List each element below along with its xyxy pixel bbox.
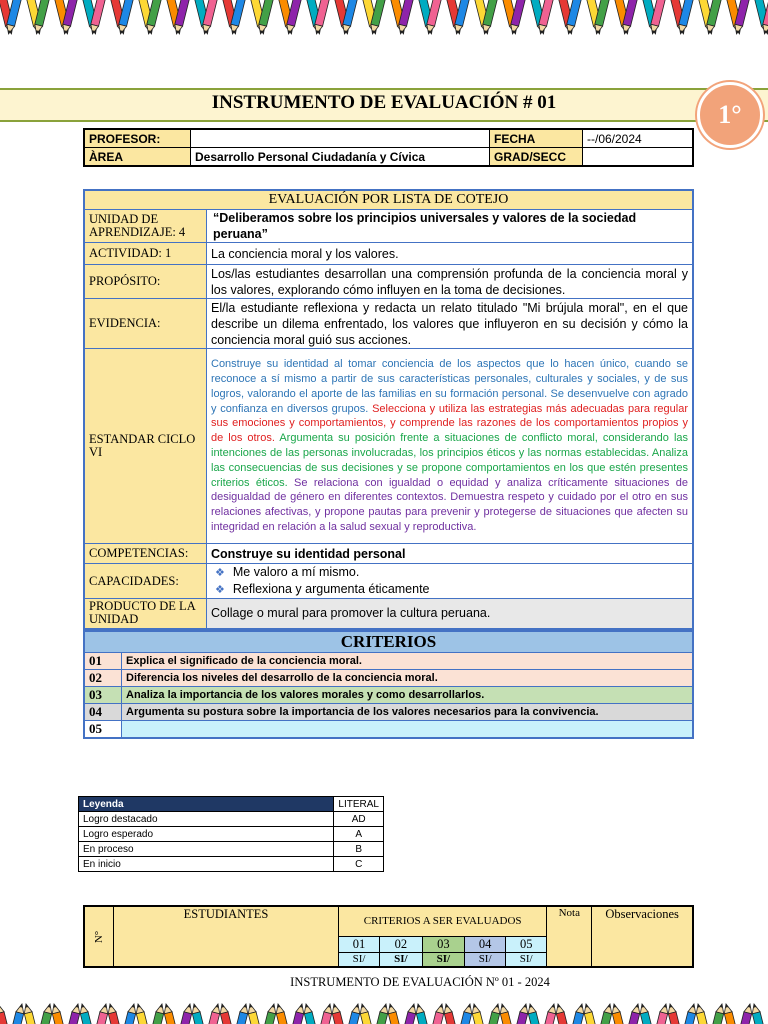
profesor-label: PROFESOR:: [84, 129, 191, 148]
pencil-icon: [722, 1003, 737, 1024]
criterio-text: Explica el significado de la conciencia moral.: [122, 653, 694, 670]
criterio-text: Analiza la importancia de los valores morales y como desarrollarlos.: [122, 687, 694, 704]
proposito-value: Los/las estudiantes desarrollan una comprensión profunda de la conciencia moral y los valores, explorando cómo influyen en la toma de decisiones.: [207, 265, 694, 299]
estandar-text: [207, 349, 694, 544]
pencil-icon: [319, 1003, 334, 1024]
criterio-row: [84, 687, 693, 704]
pencil-icon: [179, 1003, 194, 1024]
profesor-field[interactable]: [191, 129, 490, 148]
estandar-blue: Construye su identidad al tomar conciencia de los aspectos que lo hacen único, cuando se reconoce a sí mismo a partir de sus características personales, culturales y sociales, y de sus logros, valorando el aporte de las familias en su formación personal. Se desenvuelve con agrado y confianza en diversos grupos.: [211, 358, 688, 415]
pencil-icon: [375, 1003, 390, 1024]
pencil-icon: [123, 1003, 138, 1024]
pencil-icon: [459, 1003, 474, 1024]
cotejo-table: [83, 189, 694, 630]
pencil-border-bottom: [0, 994, 768, 1024]
students-header: ESTUDIANTES: [114, 906, 339, 967]
criteria-num: 05: [506, 936, 547, 952]
pencil-icon: [263, 1003, 278, 1024]
estandar-red: Selecciona y utiliza las estrategias más adecuadas para regular sus emociones y comportamientos, y comprende las razones de los comportamientos propios y de los otros.: [211, 402, 688, 445]
pencil-icon: [666, 1003, 681, 1024]
criteria-num: 03: [422, 936, 465, 952]
pencil-icon: [543, 1003, 558, 1024]
diamond-bullet-icon: ❖: [215, 584, 225, 596]
pencil-icon: [162, 1003, 177, 1024]
criterio-row: [84, 653, 693, 670]
pencil-icon: [599, 1003, 614, 1024]
capacidad-item: ❖ Reflexiona y argumenta éticamente: [215, 582, 430, 596]
estudiantes-table: [83, 905, 694, 968]
criterio-number: 04: [84, 704, 122, 721]
diamond-bullet-icon: ❖: [215, 567, 225, 579]
leyenda-literal: C: [334, 857, 384, 872]
leyenda-header: Leyenda: [79, 797, 334, 812]
pencil-icon: [106, 1003, 121, 1024]
proposito-label: PROPÓSITO:: [84, 265, 207, 299]
competencias-label: COMPETENCIAS:: [84, 544, 207, 564]
pencil-icon: [414, 1003, 429, 1024]
pencil-border-bottom-art: [0, 994, 768, 1024]
pencil-icon: [487, 1003, 502, 1024]
capacidad-item: ❖ Me valoro a mí mismo.: [215, 565, 360, 579]
unidad-label: UNIDAD DE APRENDIZAJE: 4: [84, 210, 207, 243]
leyenda-row: [79, 812, 384, 827]
pencil-icon: [151, 1003, 166, 1024]
criterio-number: 01: [84, 653, 122, 670]
pencil-icon: [431, 1003, 446, 1024]
header-info-table: [83, 128, 694, 167]
estandar-green: Argumenta su posición frente a situaciones de conflicto moral, considerando las intenciones de las personas involucradas, los principios éticos y las normas establecidas. Analiza las consecuencias de sus decisiones y se propone comportamientos en los que estén presentes criterios éticos.: [211, 432, 689, 489]
producto-value: Collage o mural para promover la cultura peruana.: [207, 599, 694, 629]
leyenda-label: En proceso: [79, 842, 334, 857]
pencil-icon: [218, 1003, 233, 1024]
leyenda-row: [79, 827, 384, 842]
capacidades-list: [207, 564, 694, 599]
pencil-icon: [39, 1003, 54, 1024]
leyenda-row: [79, 857, 384, 872]
pencil-icon: [694, 1003, 709, 1024]
pencil-icon: [403, 1003, 418, 1024]
footer-text: INSTRUMENTO DE EVALUACIÓN Nº 01 - 2024: [290, 975, 550, 989]
pencil-icon: [302, 1003, 317, 1024]
leyenda-row: [79, 842, 384, 857]
pencil-icon: [711, 1003, 726, 1024]
pencil-icon: [515, 1003, 530, 1024]
leyenda-literal: AD: [334, 812, 384, 827]
leyenda-table: [78, 796, 384, 872]
si-label: SI/: [506, 952, 547, 967]
capacidades-label: CAPACIDADES:: [84, 564, 207, 599]
pencil-icon: [50, 1003, 65, 1024]
criterio-number: 02: [84, 670, 122, 687]
actividad-label: ACTIVIDAD: 1: [84, 243, 207, 265]
criteria-header: CRITERIOS A SER EVALUADOS: [339, 906, 547, 936]
si-label: SI/: [465, 952, 506, 967]
pencil-icon: [291, 1003, 306, 1024]
criterio-number: 05: [84, 721, 122, 739]
estandar-purple: Se relaciona con igualdad o equidad y analiza críticamente situaciones de desigualdad de género en diferentes contextos. Demuestra respeto y cuidado por el otro en sus relaciones afectivas, y propone pautas para prevenir y protegerse de situaciones que afecten su integridad en relación a la salud sexual y reproductiva.: [211, 476, 688, 533]
pencil-icon: [655, 1003, 670, 1024]
criterio-row: [84, 670, 693, 687]
criterios-heading: CRITERIOS: [84, 631, 693, 653]
pencil-icon: [274, 1003, 289, 1024]
leyenda-label: Logro destacado: [79, 812, 334, 827]
pencil-icon: [190, 1003, 205, 1024]
unidad-value: “Deliberamos sobre los principios universales y valores de la sociedad peruana”: [207, 210, 694, 243]
pencil-icon: [638, 1003, 653, 1024]
pencil-icon: [627, 1003, 642, 1024]
leyenda-literal: A: [334, 827, 384, 842]
competencias-value: Construye su identidad personal: [207, 544, 694, 564]
leyenda-label: En inicio: [79, 857, 334, 872]
pencil-icon: [442, 1003, 457, 1024]
pencil-icon: [11, 1003, 26, 1024]
criterio-text[interactable]: [122, 721, 694, 739]
pencil-icon: [571, 1003, 586, 1024]
area-value: Desarrollo Personal Ciudadanía y Cívica: [191, 148, 490, 167]
pencil-icon: [610, 1003, 625, 1024]
leyenda-literal: B: [334, 842, 384, 857]
pencil-icon: [386, 1003, 401, 1024]
fecha-field[interactable]: --/06/2024: [583, 129, 694, 148]
evidencia-label: EVIDENCIA:: [84, 299, 207, 349]
pencil-icon: [554, 1003, 569, 1024]
criterio-text: Diferencia los niveles del desarrollo de la conciencia moral.: [122, 670, 694, 687]
pencil-icon: [95, 1003, 110, 1024]
grad-field[interactable]: [583, 148, 694, 167]
grad-label: GRAD/SECC: [490, 148, 583, 167]
number-header: N°: [84, 906, 114, 967]
literal-header: LITERAL: [334, 797, 384, 812]
pencil-icon: [526, 1003, 541, 1024]
pencil-icon: [498, 1003, 513, 1024]
pencil-icon: [347, 1003, 362, 1024]
pencil-icon: [235, 1003, 250, 1024]
criteria-num: 01: [339, 936, 380, 952]
si-label: SI/: [339, 952, 380, 967]
pencil-icon: [0, 1003, 9, 1024]
pencil-icon: [470, 1003, 485, 1024]
nota-header: Nota: [547, 906, 592, 967]
estandar-label: ESTANDAR CICLO VI: [84, 349, 207, 544]
page-title: INSTRUMENTO DE EVALUACIÓN # 01: [211, 92, 557, 113]
evidencia-value: El/la estudiante reflexiona y redacta un relato titulado "Mi brújula moral", en el que describe un dilema enfrentado, los valores que influyeron en su decisión y cómo la conciencia moral guió sus acciones.: [207, 299, 694, 349]
criterio-number: 03: [84, 687, 122, 704]
criterio-row: [84, 704, 693, 721]
pencil-icon: [207, 1003, 222, 1024]
pencil-icon: [330, 1003, 345, 1024]
criterio-text: Argumenta su postura sobre la importancia de los valores necesarios para la convivencia.: [122, 704, 694, 721]
grade-badge: 1°: [697, 82, 763, 148]
criteria-num: 02: [380, 936, 423, 952]
pencil-icon: [739, 1003, 754, 1024]
pencil-border-top-art: [0, 0, 768, 50]
pencil-border-top: [0, 0, 768, 50]
pencil-icon: [358, 1003, 373, 1024]
fecha-label: FECHA: [490, 129, 583, 148]
criterio-row: [84, 721, 693, 739]
pencil-icon: [750, 1003, 765, 1024]
criterios-table: [83, 630, 694, 739]
criteria-num: 04: [465, 936, 506, 952]
pencil-icon: [134, 1003, 149, 1024]
leyenda-label: Logro esperado: [79, 827, 334, 842]
actividad-value: La conciencia moral y los valores.: [207, 243, 694, 265]
si-label: SI/: [422, 952, 465, 967]
pencil-icon: [78, 1003, 93, 1024]
pencil-icon: [582, 1003, 597, 1024]
pencil-icon: [22, 1003, 37, 1024]
pencil-icon: [67, 1003, 82, 1024]
cotejo-heading: EVALUACIÓN POR LISTA DE COTEJO: [84, 190, 693, 210]
pencil-icon: [246, 1003, 261, 1024]
pencil-icon: [683, 1003, 698, 1024]
observaciones-header: Observaciones: [592, 906, 693, 967]
producto-label: PRODUCTO DE LA UNIDAD: [84, 599, 207, 629]
area-label: ÀREA: [84, 148, 191, 167]
si-label: SI/: [380, 952, 423, 967]
